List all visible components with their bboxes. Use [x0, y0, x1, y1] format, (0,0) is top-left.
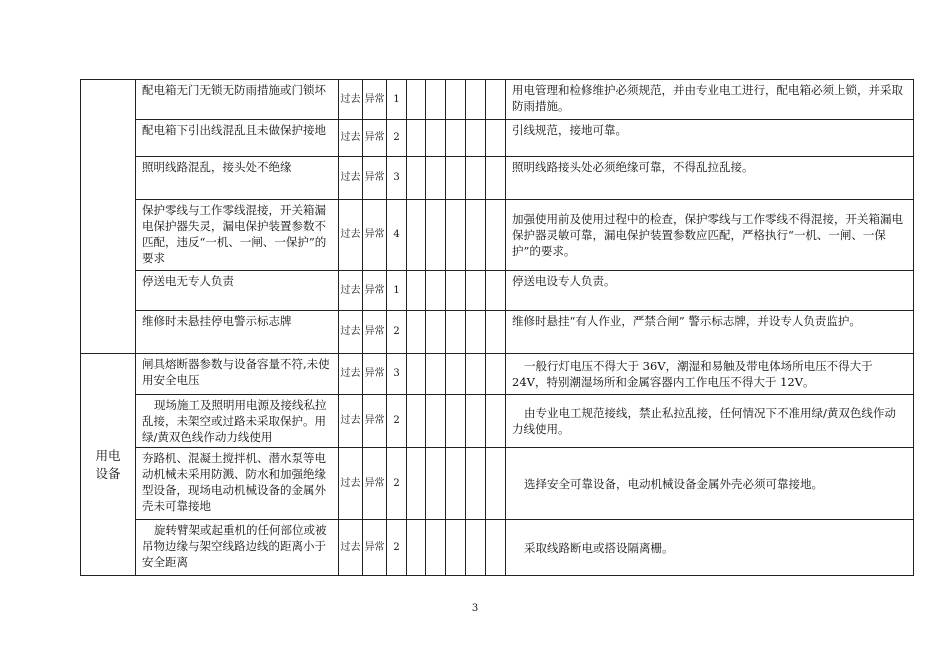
table-row	[81, 448, 914, 520]
measure-cell: 由专业电工规范接线，禁止私拉乱接，任何情况下不准用绿/黄双色线作动力线使用。	[506, 395, 914, 448]
measure-cell: 采取线路断电或搭设隔离栅。	[506, 520, 914, 576]
hazard-cell: 照明线路混乱，接头处不绝缘	[136, 157, 339, 200]
measure-cell: 用电管理和检修维护必须规范，并由专业电工进行，配电箱必须上锁，并采取防雨措施。	[506, 80, 914, 120]
state-cell: 异常	[363, 354, 387, 395]
state-cell: 异常	[363, 200, 387, 271]
table-row	[81, 311, 914, 354]
source-cell: 过去	[339, 520, 363, 576]
hazard-cell: 夯路机、混凝土搅拌机、潜水泵等电动机械未采用防溅、防水和加强绝缘型设备，现场电动机械设备的金属外壳未可靠接地	[136, 448, 339, 520]
hazard-cell: 停送电无专人负责	[136, 271, 339, 311]
measure-cell: 加强使用前及使用过程中的检查，保护零线与工作零线不得混接，开关箱漏电保护器灵敏可靠，漏电保护装置参数应匹配，严格执行“一机、一闸、一保护”的要求。	[506, 200, 914, 271]
state-cell: 异常	[363, 448, 387, 520]
source-cell: 过去	[339, 448, 363, 520]
hazard-cell: 保护零线与工作零线混接，开关箱漏电保护器失灵，漏电保护装置参数不匹配，违反“一机、一闸、一保护”的要求	[136, 200, 339, 271]
hazard-cell: 配电箱无门无锁无防雨措施或门锁坏	[136, 80, 339, 120]
category-cell	[81, 80, 136, 354]
page-number: 3	[471, 603, 479, 614]
source-cell: 过去	[339, 354, 363, 395]
source-cell: 过去	[339, 157, 363, 200]
measure-cell: 一般行灯电压不得大于 36V，潮湿和易触及带电体场所电压不得大于 24V，特别潮湿场所和金属容器内工作电压不得大于 12V。	[506, 354, 914, 395]
state-cell: 异常	[363, 395, 387, 448]
level-cell: 2	[387, 448, 407, 520]
hazard-table	[80, 79, 914, 576]
table-row	[81, 271, 914, 311]
table-row	[81, 120, 914, 157]
hazard-cell: 现场施工及照明用电源及接线私拉乱接，未架空或过路未采取保护。用绿/黄双色线作动力线使用	[136, 395, 339, 448]
measure-cell: 维修时悬挂“有人作业，严禁合闸” 警示标志牌，并设专人负责监护。	[506, 311, 914, 354]
level-cell: 1	[387, 271, 407, 311]
level-cell: 2	[387, 395, 407, 448]
hazard-cell: 维修时未悬挂停电警示标志牌	[136, 311, 339, 354]
table-row	[81, 80, 914, 120]
state-cell: 异常	[363, 120, 387, 157]
source-cell: 过去	[339, 311, 363, 354]
table-row	[81, 200, 914, 271]
source-cell: 过去	[339, 80, 363, 120]
level-cell: 3	[387, 157, 407, 200]
measure-cell: 照明线路接头处必须绝缘可靠，不得乱拉乱接。	[506, 157, 914, 200]
table-row	[81, 520, 914, 576]
state-cell: 异常	[363, 271, 387, 311]
measure-cell: 选择安全可靠设备，电动机械设备金属外壳必须可靠接地。	[506, 448, 914, 520]
level-cell: 1	[387, 80, 407, 120]
state-cell: 异常	[363, 311, 387, 354]
level-cell: 2	[387, 520, 407, 576]
table-row	[81, 157, 914, 200]
state-cell: 异常	[363, 520, 387, 576]
level-cell: 3	[387, 354, 407, 395]
hazard-cell: 配电箱下引出线混乱且未做保护接地	[136, 120, 339, 157]
source-cell: 过去	[339, 271, 363, 311]
category-cell	[81, 354, 136, 576]
source-cell: 过去	[339, 120, 363, 157]
table-row	[81, 395, 914, 448]
category-label: 用电设备	[95, 447, 121, 481]
level-cell: 4	[387, 200, 407, 271]
table-row	[81, 354, 914, 395]
state-cell: 异常	[363, 80, 387, 120]
hazard-cell: 旋转臂架或起重机的任何部位或被吊物边缘与架空线路边线的距离小于安全距离	[136, 520, 339, 576]
level-cell: 2	[387, 311, 407, 354]
source-cell: 过去	[339, 200, 363, 271]
measure-cell: 停送电设专人负责。	[506, 271, 914, 311]
measure-cell: 引线规范，接地可靠。	[506, 120, 914, 157]
hazard-cell: 闸具熔断器参数与设备容量不符,未使用安全电压	[136, 354, 339, 395]
level-cell: 2	[387, 120, 407, 157]
source-cell: 过去	[339, 395, 363, 448]
state-cell: 异常	[363, 157, 387, 200]
